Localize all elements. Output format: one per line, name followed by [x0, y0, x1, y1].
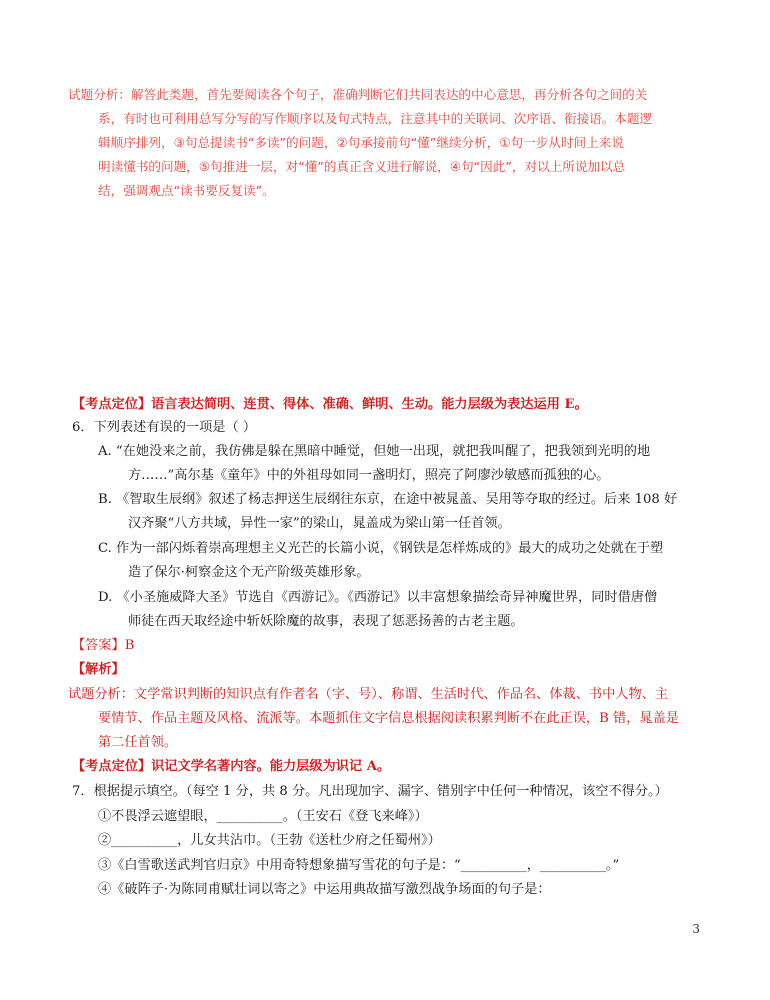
option-c: C. 作为一部闪烁着崇高理想主义光芒的长篇小说，《钢铁是怎样炼成的》最大的成功之处就在于塑	[98, 541, 664, 556]
jiexi-label: 【解析】	[72, 662, 125, 677]
option-a: A. “在她没来之前，我仿佛是躲在黑暗中睡觉，但她一出现，就把我叫醒了，把我领到光明的地	[98, 444, 651, 459]
analysis-line: 辑顺序排列，③句总提读书“多读”的问题，②句承接前句“懂”继续分析，①句一步从时间上来说	[98, 135, 624, 150]
option-a-cont: 方……”高尔基《童年》中的外祖母如同一盏明灯，照亮了阿廖沙敏感而孤独的心。	[128, 468, 610, 483]
option-c-cont: 造了保尔·柯察金这个无产阶级英雄形象。	[128, 565, 370, 580]
fill-item: ③《白雪歌送武判官归京》中用奇特想象描写雪花的句子是：“__________，__________。”	[98, 858, 620, 873]
fill-item: ④《破阵子·为陈同甫赋壮词以寄之》中运用典故描写激烈战争场面的句子是：	[98, 882, 551, 897]
kaodian-label-2: 【考点定位】识记文学名著内容。能力层级为识记 A。	[72, 759, 391, 774]
analysis-line: 第二任首领。	[98, 735, 178, 750]
question-stem: 6．下列表述有误的一项是（ ）	[72, 420, 257, 435]
analysis-line: 结，强调观点“读书要反复读”。	[98, 183, 275, 198]
analysis-line: 系，有时也可利用总写分写的写作顺序以及句式特点，注意其中的关联词、次序语、衔接语。本题逻	[98, 111, 653, 126]
option-d-cont: 师徒在西天取经途中斩妖除魔的故事，表现了惩恶扬善的古老主题。	[128, 614, 524, 629]
option-b-cont: 汉齐聚“八方共域，异性一家”的梁山，晁盖成为梁山第一任首领。	[128, 516, 511, 531]
option-d: D. 《小圣施威降大圣》节选自《西游记》。《西游记》以丰富想象描绘奇异神魔世界，同时借唐僧	[98, 590, 658, 605]
question-stem: 7．根据提示填空。（每空 1 分，共 8 分。凡出现加字、漏字、错别字中任何一种情况，该空不得分。）	[72, 784, 668, 799]
page-number: 3	[692, 922, 700, 936]
analysis-line: 试题分析：解答此类题，首先要阅读各个句子，准确判断它们共同表达的中心意思，再分析各句之间的关	[68, 87, 648, 102]
fill-item: ①不畏浮云遮望眼，__________。（王安石《登飞来峰》）	[98, 809, 428, 824]
option-b: B. 《智取生辰纲》叙述了杨志押送生辰纲往东京，在途中被晁盖、吴用等夺取的经过。后来 108 好	[98, 492, 678, 507]
kaodian-label-1: 【考点定位】语言表达简明、连贯、得体、准确、鲜明、生动。能力层级为表达运用 E。	[72, 397, 588, 412]
fill-item: ②__________，儿女共沾巾。（王勃《送杜少府之任蜀州》）	[98, 833, 441, 848]
analysis-line: 试题分析：文学常识判断的知识点有作者名（字、号）、称谓、生活时代、作品名、体裁、书中人物、主	[68, 687, 669, 702]
analysis-line: 要情节、作品主题及风格、流派等。本题抓住文字信息根据阅读积累判断不在此正误，B 错，晁盖是	[98, 711, 679, 726]
answer-label: 【答案】B	[72, 638, 135, 653]
analysis-line: 明读懂书的问题，⑤句推进一层，对“懂”的真正含义进行解说，④句“因此”，对以上所说加以总	[98, 159, 626, 174]
